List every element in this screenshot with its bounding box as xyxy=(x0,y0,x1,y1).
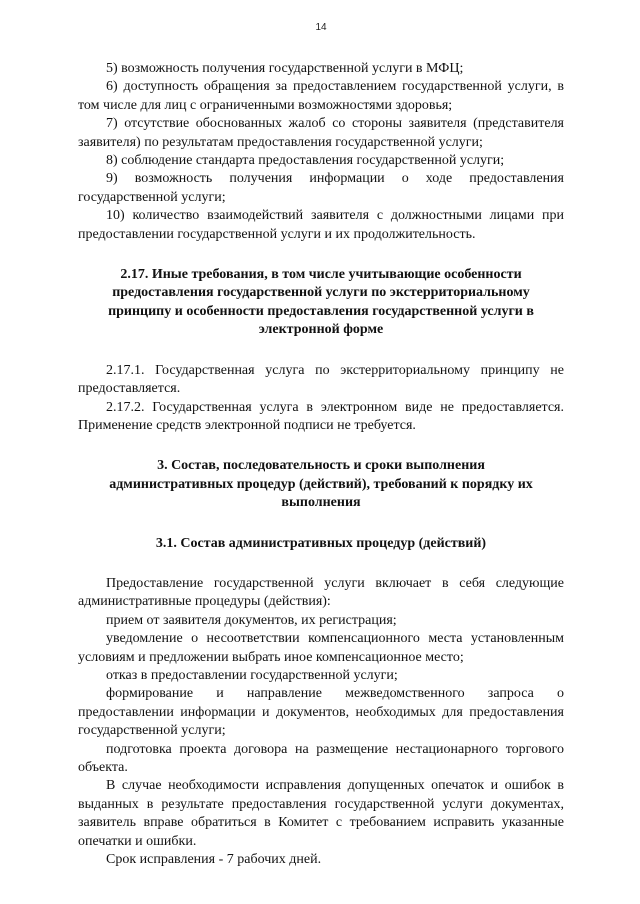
section-heading-2-17: 2.17. Иные требования, в том числе учитывающие особенности предоставления государственной услуги по экстерриториальному принципу и особенности предоставления государственной услуги в электронной форме xyxy=(108,267,534,338)
paragraph: Предоставление государственной услуги включает в себя следующие административные процедуры (действия): xyxy=(78,575,564,610)
page-number: 14 xyxy=(315,22,327,33)
section-heading-3-1: 3.1. Состав административных процедур (действий) xyxy=(155,535,487,551)
paragraph: 2.17.1. Государственная услуга по экстерриториальному принципу не предоставляется. xyxy=(78,362,564,397)
paragraph: отказ в предоставлении государственной услуги; xyxy=(106,667,398,683)
paragraph: В случае необходимости исправления допущенных опечаток и ошибок в выданных в результате предоставления государственной услуги документах, заявитель вправе обратиться в Комитет с требованием исправить указанные опечатки и ошибки. xyxy=(78,778,564,849)
paragraph: Срок исправления - 7 рабочих дней. xyxy=(106,852,322,868)
list-item: 9) возможность получения информации о ходе предоставления государственной услуги; xyxy=(78,171,564,205)
list-item: 10) количество взаимодействий заявителя с должностными лицами при предоставлении государственной услуги и их продолжительность. xyxy=(78,208,564,242)
document-page xyxy=(78,0,564,904)
paragraph: подготовка проекта договора на размещение нестационарного торгового объекта. xyxy=(78,741,564,775)
list-item: 5) возможность получения государственной услуги в МФЦ; xyxy=(106,61,464,76)
section-heading-3: 3. Состав, последовательность и сроки выполнения административных процедур (действий), требований к порядку их выполнения xyxy=(109,458,533,511)
list-item: 8) соблюдение стандарта предоставления государственной услуги; xyxy=(106,153,505,169)
paragraph: прием от заявителя документов, их регистрация; xyxy=(106,612,397,628)
paragraph: формирование и направление межведомственного запроса о предоставлении информации и документов, необходимых для предоставления государственной услуги; xyxy=(78,686,564,739)
paragraph: 2.17.2. Государственная услуга в электронном виде не предоставляется. Применение средств электронной подписи не требуется. xyxy=(78,399,564,433)
list-item: 6) доступность обращения за предоставлением государственной услуги, в том числе для лиц с ограниченными возможностями здоровья; xyxy=(78,79,564,113)
paragraph: уведомление о несоответствии компенсационного места установленным условиям и предложении выбрать иное компенсационное место; xyxy=(78,631,564,665)
list-item: 7) отсутствие обоснованных жалоб со стороны заявителя (представителя заявителя) по результатам предоставления государственной услуги; xyxy=(78,116,564,150)
document-body xyxy=(78,60,564,869)
